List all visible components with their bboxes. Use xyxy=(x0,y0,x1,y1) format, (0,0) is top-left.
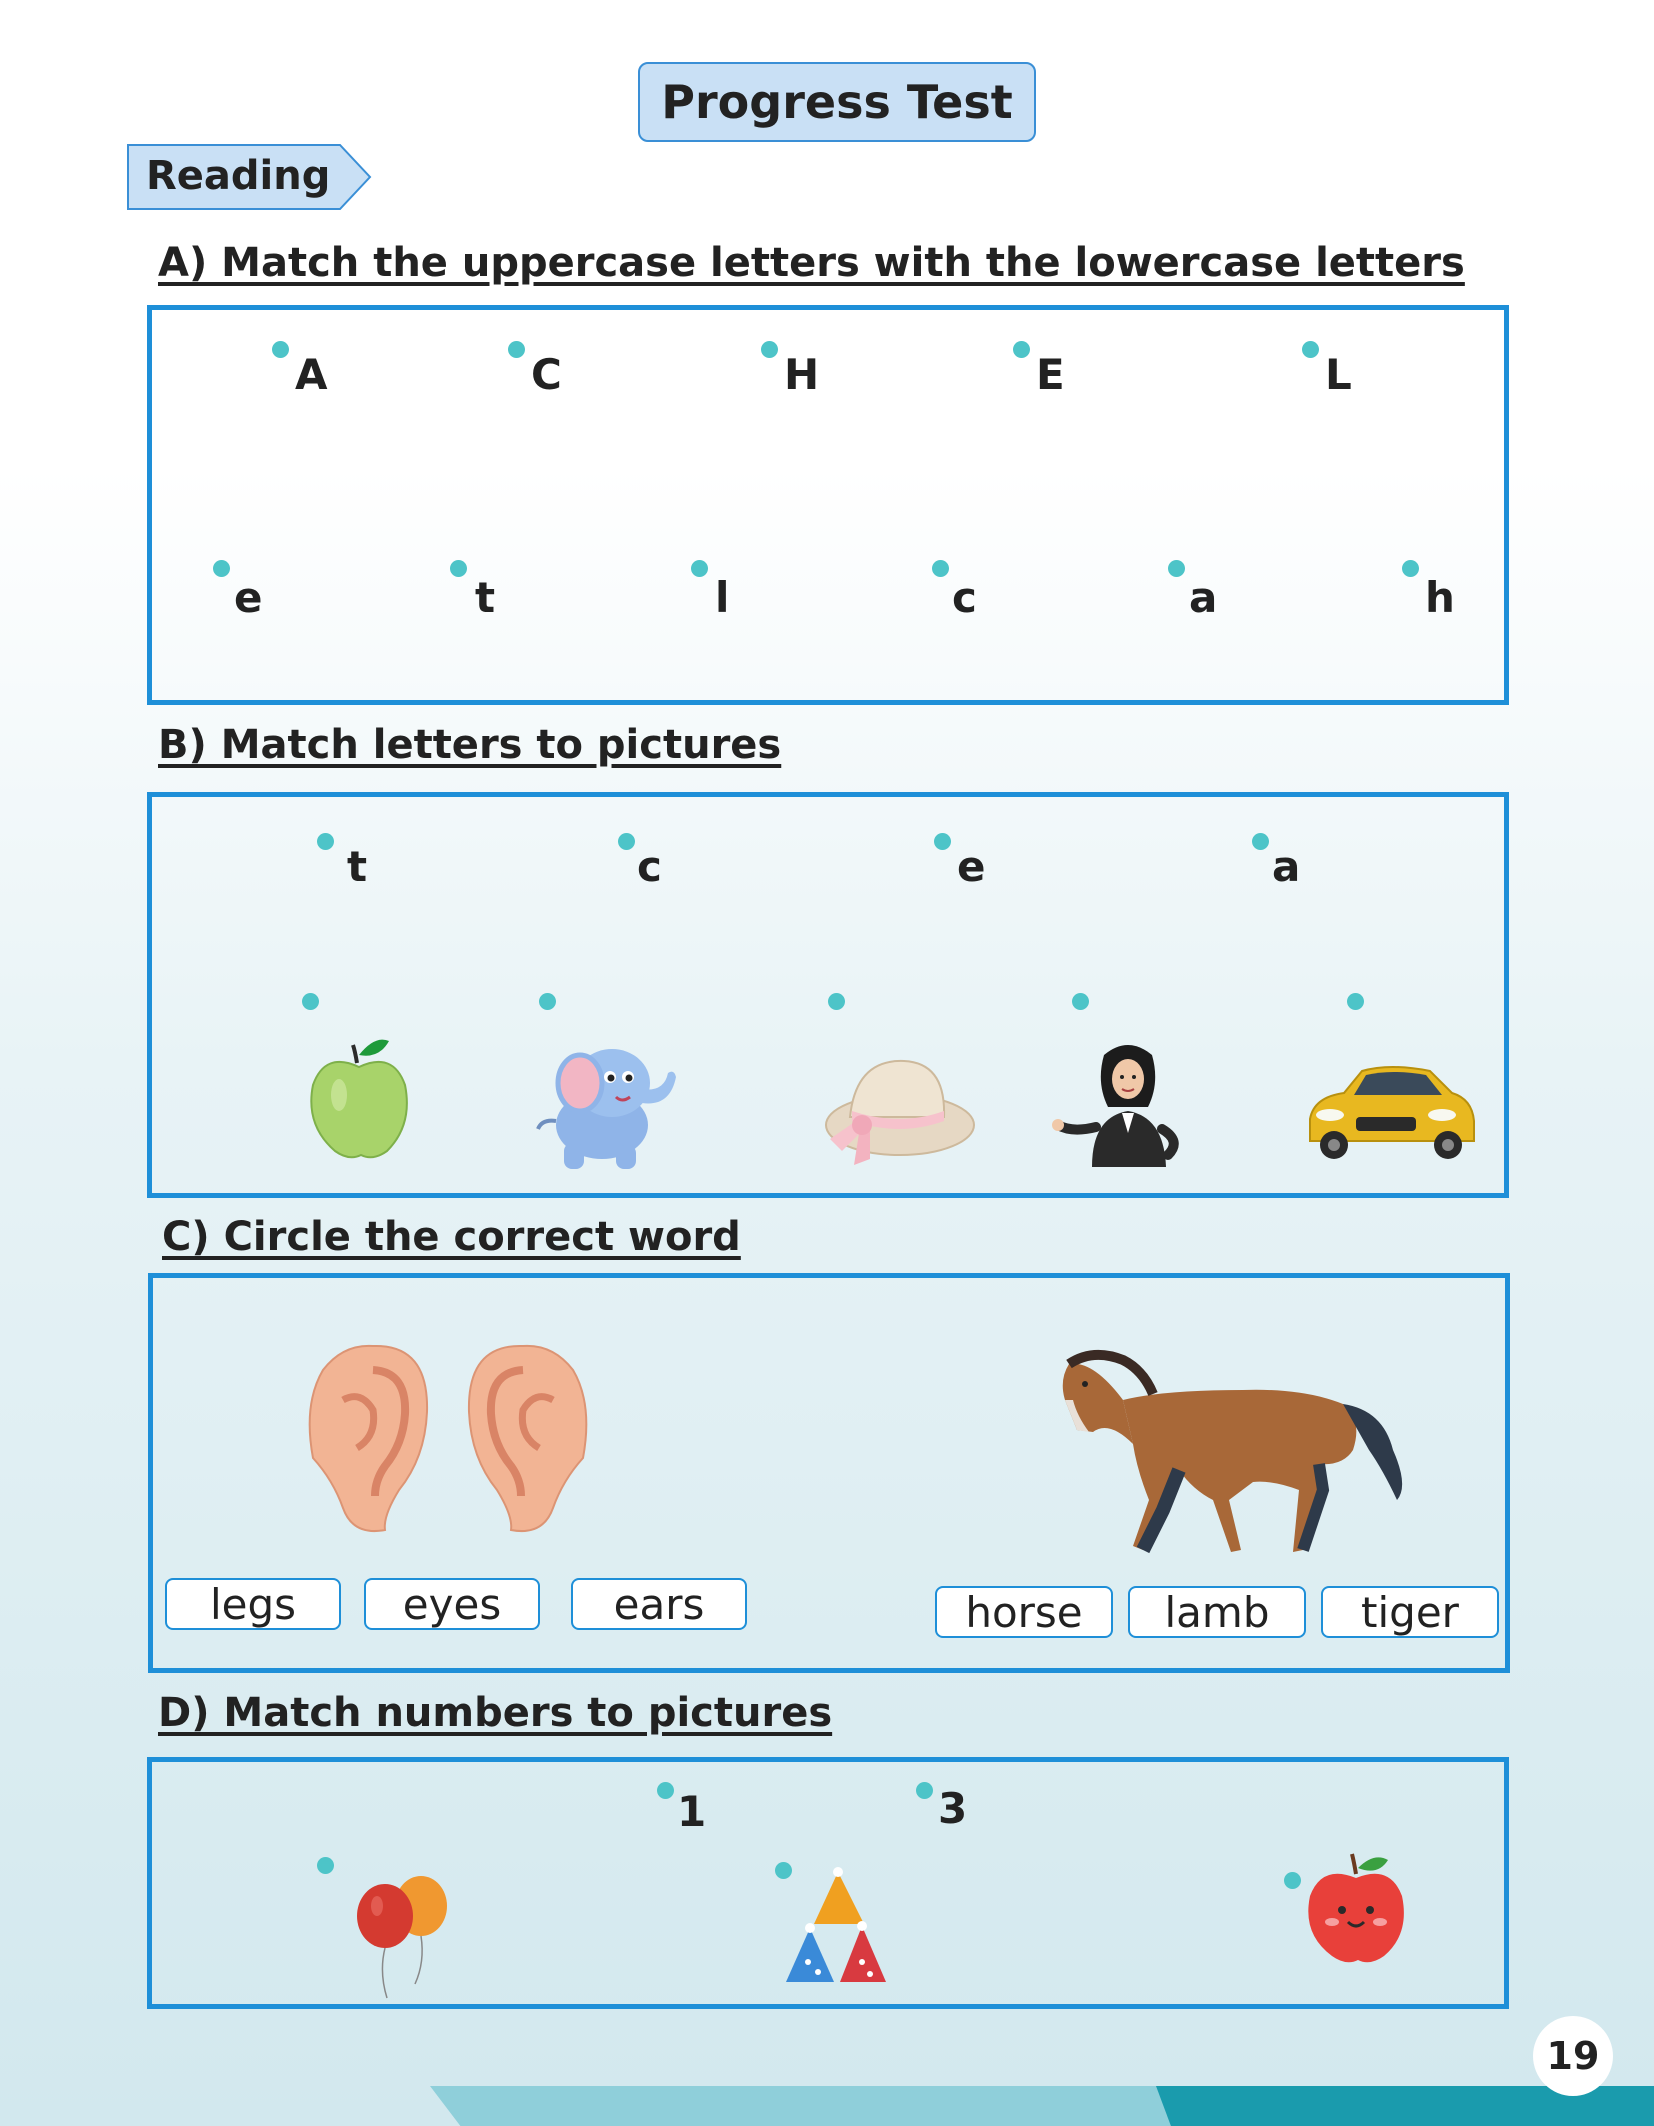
match-dot[interactable] xyxy=(691,560,708,577)
section-c-panel xyxy=(148,1273,1510,1673)
apple-icon xyxy=(305,1033,415,1163)
match-dot[interactable] xyxy=(916,1782,933,1799)
section-a-heading: A) Match the uppercase letters with the lowercase letters xyxy=(158,240,1465,286)
section-b-panel xyxy=(147,792,1509,1198)
match-dot[interactable] xyxy=(213,560,230,577)
lowercase-letter: e xyxy=(234,573,263,622)
match-dot[interactable] xyxy=(932,560,949,577)
match-dot[interactable] xyxy=(1302,341,1319,358)
match-dot[interactable] xyxy=(508,341,525,358)
ears-icon xyxy=(303,1340,593,1536)
horse-icon xyxy=(1053,1340,1413,1580)
match-dot[interactable] xyxy=(1252,833,1269,850)
match-dot[interactable] xyxy=(618,833,635,850)
letter: t xyxy=(347,842,368,891)
section-tag xyxy=(126,143,372,211)
balloons-icon xyxy=(349,1872,459,2002)
letter: a xyxy=(1272,842,1301,891)
section-d-panel xyxy=(147,1757,1509,2009)
apple-icon xyxy=(1302,1848,1412,1968)
lowercase-letter: c xyxy=(952,573,977,622)
match-dot[interactable] xyxy=(302,993,319,1010)
word-option-eyes[interactable]: eyes xyxy=(364,1578,540,1630)
hat-icon xyxy=(820,1047,980,1177)
number: 3 xyxy=(938,1784,968,1833)
match-dot[interactable] xyxy=(1402,560,1419,577)
section-c-heading: C) Circle the correct word xyxy=(162,1214,741,1260)
word-option-ears[interactable]: ears xyxy=(571,1578,747,1630)
match-dot[interactable] xyxy=(828,993,845,1010)
section-b-heading: B) Match letters to pictures xyxy=(158,722,782,768)
match-dot[interactable] xyxy=(1284,1872,1301,1889)
match-dot[interactable] xyxy=(1013,341,1030,358)
word-option-lamb[interactable]: lamb xyxy=(1128,1586,1306,1638)
page-title: Progress Test xyxy=(638,62,1036,142)
match-dot[interactable] xyxy=(539,993,556,1010)
section-d-heading: D) Match numbers to pictures xyxy=(158,1690,833,1736)
party-hats-icon xyxy=(782,1862,912,1992)
match-dot[interactable] xyxy=(1168,560,1185,577)
match-dot[interactable] xyxy=(1072,993,1089,1010)
lowercase-letter: l xyxy=(715,573,730,622)
uppercase-letter: L xyxy=(1325,350,1352,399)
word-option-horse[interactable]: horse xyxy=(935,1586,1113,1638)
match-dot[interactable] xyxy=(450,560,467,577)
uppercase-letter: A xyxy=(295,350,328,399)
match-dot[interactable] xyxy=(1347,993,1364,1010)
page-number: 19 xyxy=(1533,2016,1613,2096)
word-option-legs[interactable]: legs xyxy=(165,1578,341,1630)
woman-teacher-icon xyxy=(1052,1037,1212,1177)
letter: c xyxy=(637,842,662,891)
car-icon xyxy=(1300,1059,1480,1169)
word-option-tiger[interactable]: tiger xyxy=(1321,1586,1499,1638)
lowercase-letter: h xyxy=(1425,573,1455,622)
match-dot[interactable] xyxy=(657,1782,674,1799)
section-a-panel xyxy=(147,305,1509,705)
elephant-icon xyxy=(532,1033,682,1173)
uppercase-letter: C xyxy=(531,350,562,399)
uppercase-letter: H xyxy=(784,350,820,399)
section-tag-label: Reading xyxy=(146,153,331,199)
uppercase-letter: E xyxy=(1036,350,1065,399)
lowercase-letter: a xyxy=(1189,573,1218,622)
match-dot[interactable] xyxy=(317,1857,334,1874)
number: 1 xyxy=(677,1787,707,1836)
match-dot[interactable] xyxy=(272,341,289,358)
footer-band-light xyxy=(430,2086,1190,2126)
lowercase-letter: t xyxy=(475,573,496,622)
letter: e xyxy=(957,842,986,891)
match-dot[interactable] xyxy=(761,341,778,358)
match-dot[interactable] xyxy=(934,833,951,850)
match-dot[interactable] xyxy=(317,833,334,850)
